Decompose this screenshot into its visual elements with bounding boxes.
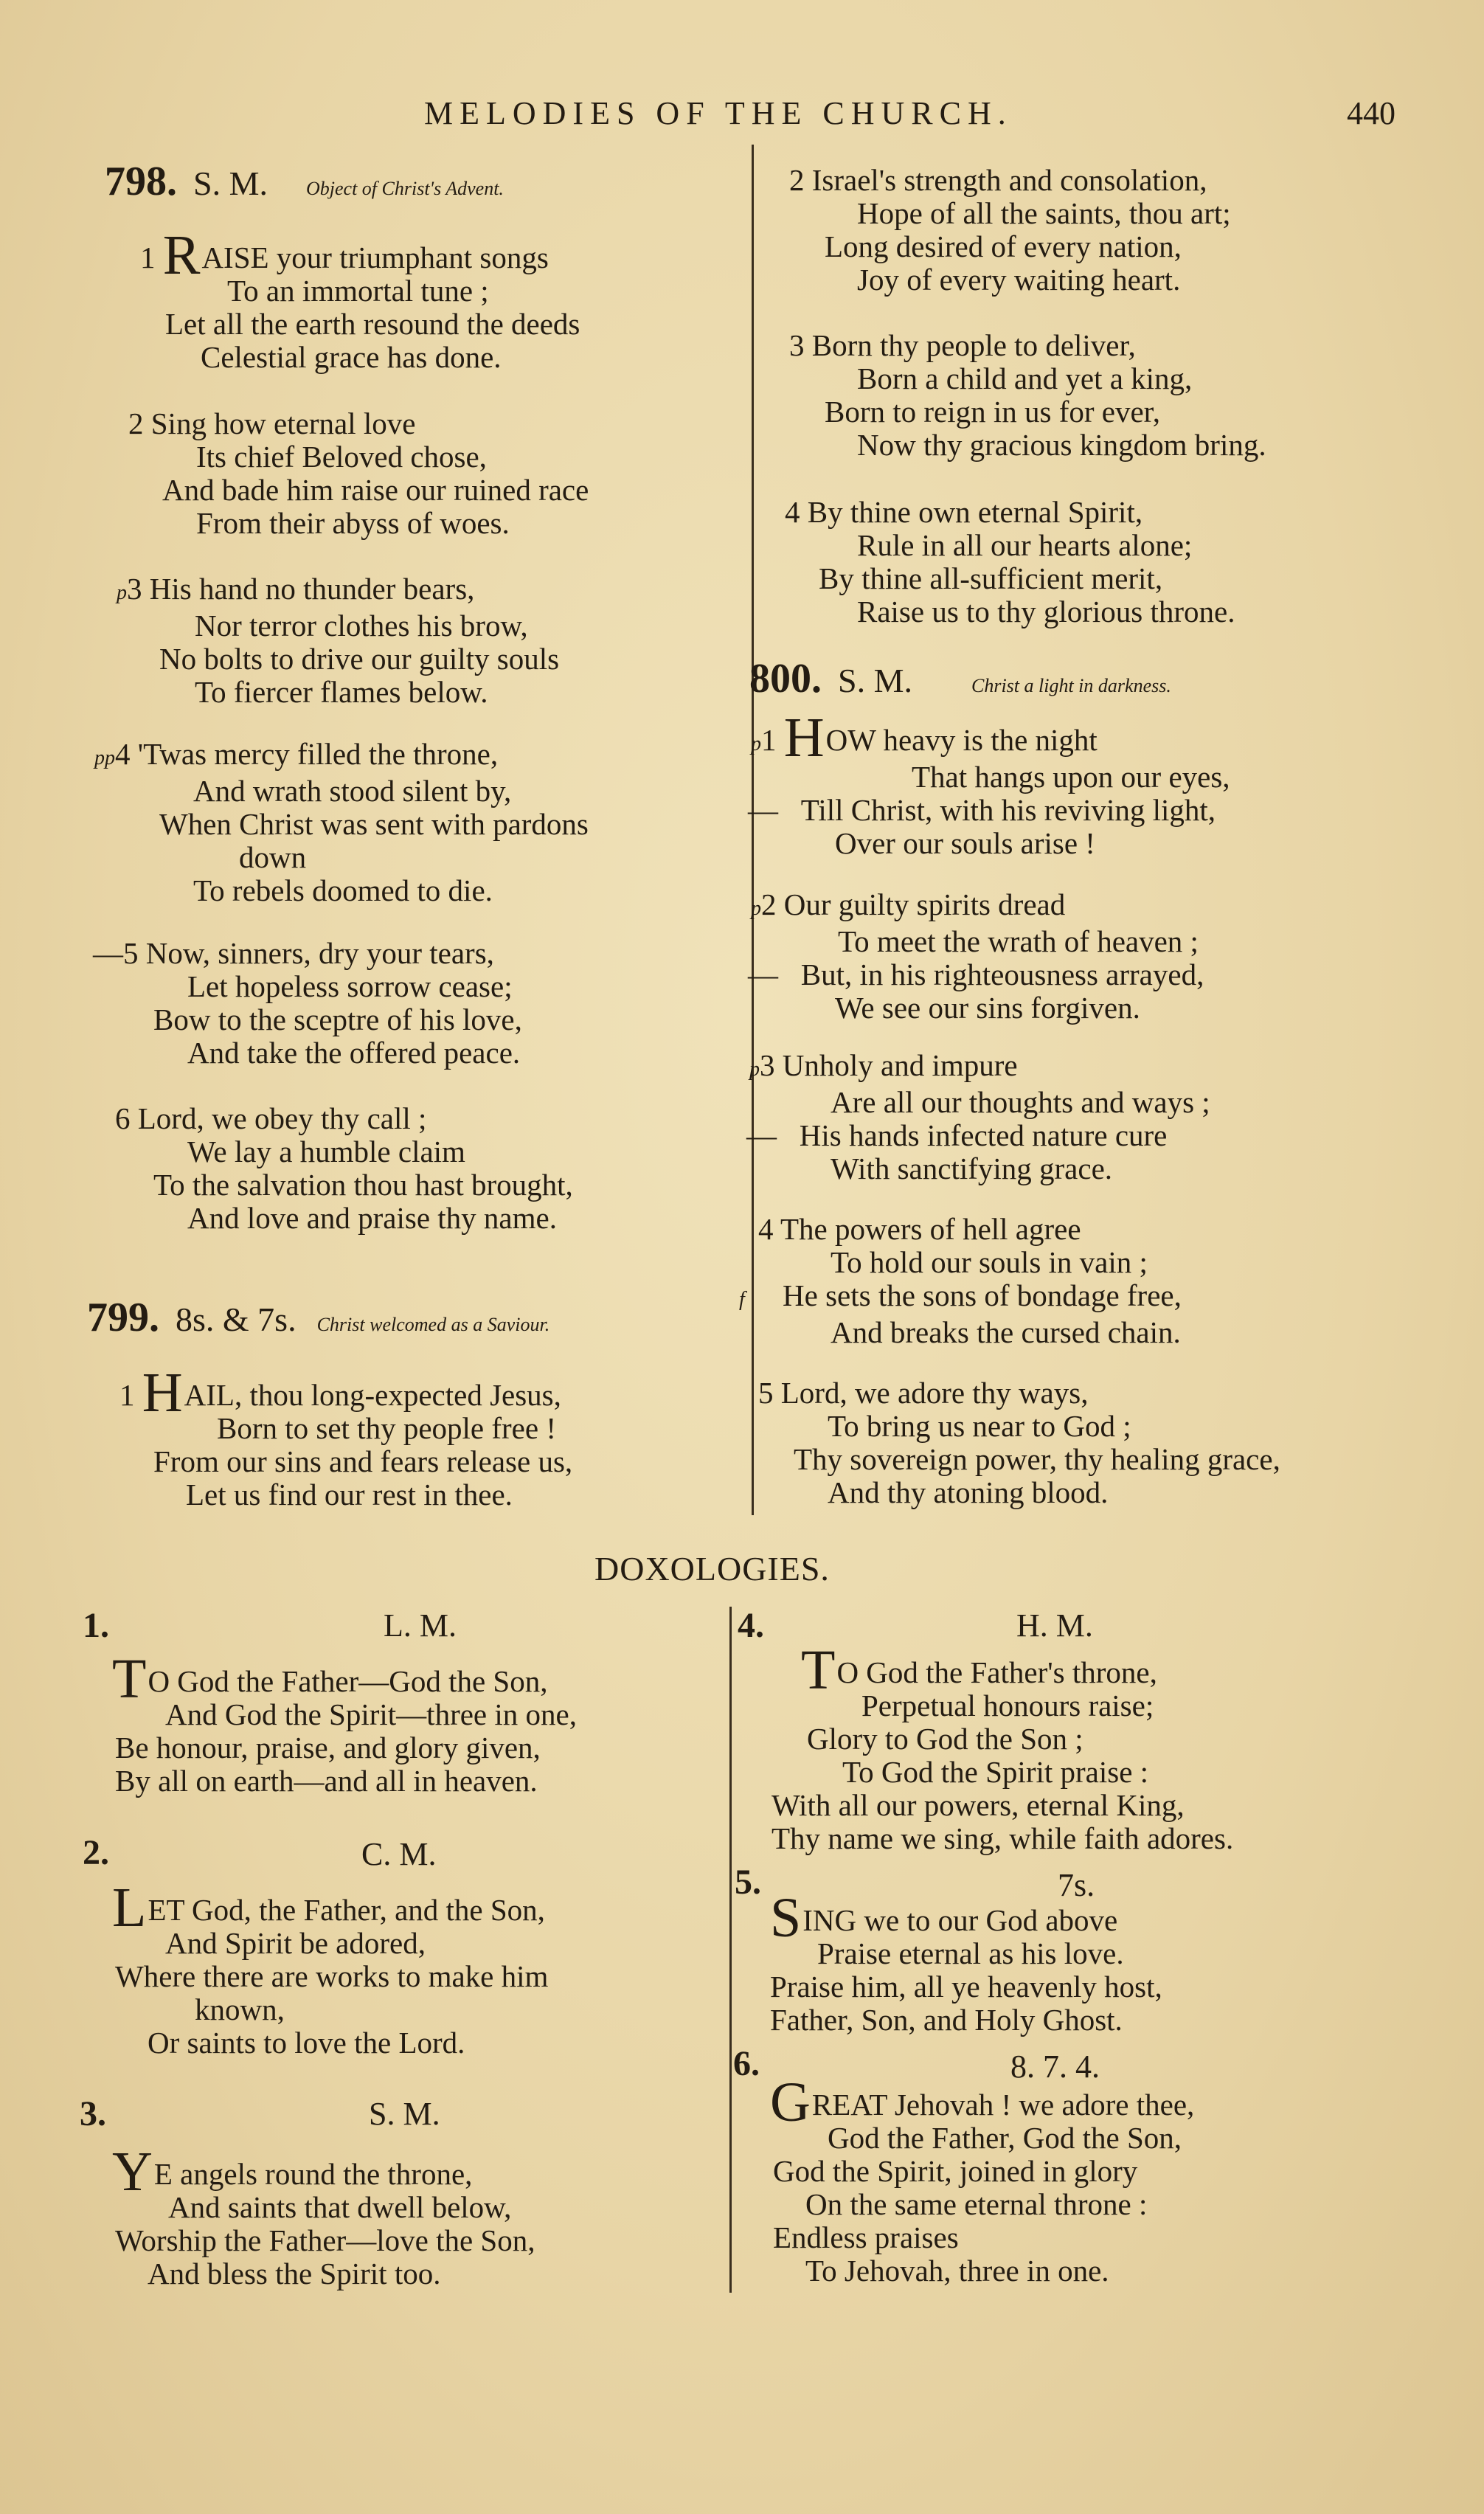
doxology-number: 4. bbox=[738, 1606, 764, 1645]
drop-cap: Y bbox=[112, 2141, 153, 2203]
doxology-meter: C. M. bbox=[361, 1836, 437, 1872]
hymn-800-stanza-3: p3 Unholy and impure Are all our thoughts and ways ; — His hands infected nature cure With sanctifying grace. bbox=[746, 1048, 1210, 1185]
hymn-799-stanza-4: 4 By thine own eternal Spirit, Rule in all our hearts alone; By thine all-sufficient merit, Raise us to thy glorious throne. bbox=[785, 495, 1235, 628]
drop-cap: T bbox=[801, 1639, 836, 1701]
hymn-number: 798. bbox=[105, 159, 177, 204]
doxology-2-text: LET God, the Father, and the Son, And Spirit be adored, Where there are works to make him known, Or saints to love the Lord. bbox=[112, 1877, 549, 2060]
doxologies-title: DOXOLOGIES. bbox=[594, 1550, 830, 1587]
page-number: 440 bbox=[1347, 95, 1395, 131]
hymn-799-stanza-1: 1 HAIL, thou long-expected Jesus, Born to set thy people free ! From our sins and fears release us, Let us find our rest in thee. bbox=[119, 1362, 573, 1511]
hymn-meter: 8s. & 7s. bbox=[176, 1301, 297, 1338]
hymn-798-stanza-4: pp4 'Twas mercy filled the throne, And wrath stood silent by, When Christ was sent with pardons down To rebels doomed to die. bbox=[94, 737, 589, 907]
hymn-number: 799. bbox=[87, 1295, 159, 1340]
hymn-798-stanza-5: —5 Now, sinners, dry your tears, Let hopeless sorrow cease; Bow to the sceptre of his love, And take the offered peace. bbox=[93, 936, 522, 1070]
doxology-number: 1. bbox=[83, 1606, 109, 1645]
hymn-subject: Object of Christ's Advent. bbox=[305, 178, 504, 199]
hymn-800-stanza-2: p2 Our guilty spirits dread To meet the wrath of heaven ; — But, in his righteousness arrayed, We see our sins forgiven. bbox=[748, 887, 1204, 1025]
doxology-meter: L. M. bbox=[384, 1607, 457, 1644]
hymn-800-stanza-5: 5 Lord, we adore thy ways, To bring us near to God ; Thy sovereign power, thy healing grace, And thy atoning blood. bbox=[758, 1376, 1280, 1509]
drop-cap: L bbox=[112, 1877, 147, 1939]
drop-cap: H bbox=[783, 707, 825, 769]
doxology-3-text: YE angels round the throne, And saints that dwell below, Worship the Father—love the Son, And bless the Spirit too. bbox=[112, 2141, 535, 2290]
drop-cap: S bbox=[770, 1887, 802, 1949]
hymn-subject: Christ a light in darkness. bbox=[971, 675, 1171, 696]
drop-cap: H bbox=[142, 1362, 183, 1424]
doxology-meter: S. M. bbox=[369, 2096, 440, 2132]
hymn-798-heading bbox=[105, 158, 504, 205]
hymn-798-stanza-3: p3 His hand no thunder bears, Nor terror clothes his brow, No bolts to drive our guilty souls To fiercer flames below. bbox=[117, 572, 560, 709]
doxology-6-text: GREAT Jehovah ! we adore thee, God the Father, God the Son, God the Spirit, joined in glory On the same eternal throne : Endless praises To Jehovah, three in one. bbox=[770, 2071, 1195, 2288]
drop-cap: T bbox=[112, 1648, 147, 1710]
hymn-800-stanza-1: p1 HOW heavy is the night That hangs upon our eyes, — Till Christ, with his reviving light, Over our souls arise ! bbox=[748, 707, 1230, 860]
doxology-5-text: SING we to our God above Praise eternal as his love. Praise him, all ye heavenly host, Father, Son, and Holy Ghost. bbox=[770, 1887, 1162, 2037]
hymn-798-stanza-2: 2 Sing how eternal love Its chief Beloved chose, And bade him raise our ruined race From their abyss of woes. bbox=[128, 406, 589, 540]
hymn-798-stanza-1: 1 RAISE your triumphant songs To an immortal tune ; Let all the earth resound the deeds Celestial grace has done. bbox=[140, 224, 580, 374]
drop-cap: G bbox=[770, 2071, 811, 2133]
column-rule-bottom bbox=[729, 1607, 732, 2293]
doxology-number: 6. bbox=[733, 2044, 760, 2083]
hymn-meter: S. M. bbox=[838, 662, 912, 699]
hymn-subject: Christ welcomed as a Saviour. bbox=[316, 1314, 550, 1335]
hymn-798-stanza-6: 6 Lord, we obey thy call ; We lay a humble claim To the salvation thou hast brought, And love and praise thy name. bbox=[115, 1101, 573, 1235]
hymn-meter: S. M. bbox=[193, 165, 268, 202]
hymn-number: 800. bbox=[749, 656, 822, 702]
doxology-1-text: TO God the Father—God the Son, And God the Spirit—three in one, Be honour, praise, and glory given, By all on earth—and all in heaven. bbox=[112, 1648, 577, 1798]
doxology-number: 3. bbox=[80, 2094, 106, 2133]
hymn-800-stanza-4: 4 The powers of hell agree To hold our souls in vain ; f He sets the sons of bondage free, And breaks the cursed chain. bbox=[739, 1212, 1182, 1349]
doxology-meter: H. M. bbox=[1016, 1607, 1093, 1644]
doxology-number: 2. bbox=[83, 1833, 109, 1872]
hymn-800-heading bbox=[749, 655, 1171, 702]
doxology-meter: 8. 7. 4. bbox=[1010, 2049, 1100, 2085]
running-header: MELODIES OF THE CHURCH. bbox=[424, 95, 1013, 131]
hymn-799-stanza-2: 2 Israel's strength and consolation, Hope of all the saints, thou art; Long desired of every nation, Joy of every waiting heart. bbox=[789, 163, 1231, 297]
hymn-799-heading bbox=[87, 1294, 549, 1341]
hymn-799-stanza-3: 3 Born thy people to deliver, Born a child and yet a king, Born to reign in us for ever, Now thy gracious kingdom bring. bbox=[789, 328, 1266, 462]
drop-cap: R bbox=[162, 224, 201, 286]
doxology-4-text: TO God the Father's throne, Perpetual honours raise; Glory to God the Son ; To God the Spirit praise : With all our powers, eternal King, Thy name we sing, while faith adores. bbox=[772, 1639, 1234, 1855]
doxology-number: 5. bbox=[735, 1863, 761, 1902]
doxology-meter: 7s. bbox=[1058, 1867, 1095, 1903]
